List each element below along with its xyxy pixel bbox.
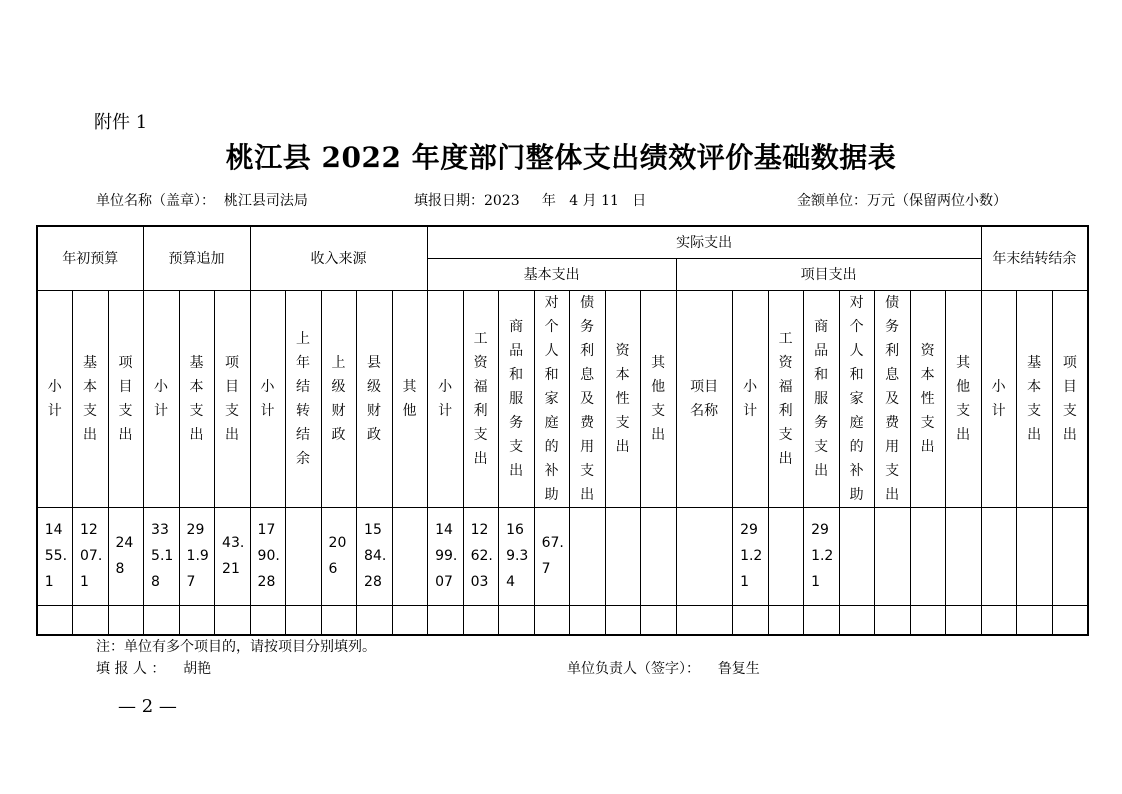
- table-cell: [285, 507, 321, 605]
- column-header: 小计: [37, 290, 72, 507]
- table-cell: 335.18: [143, 507, 179, 605]
- column-header: 项目名称: [676, 290, 732, 507]
- table-cell: 1262.03: [463, 507, 498, 605]
- table-cell: 291.21: [732, 507, 768, 605]
- column-header: 其他: [392, 290, 427, 507]
- table-cell: [803, 605, 839, 635]
- unit-leader: [567, 658, 760, 678]
- table-cell: [945, 605, 981, 635]
- table-cell: [569, 507, 605, 605]
- table-cell: [37, 605, 72, 635]
- table-row: [37, 507, 1088, 605]
- unit-name-label: 单位名称（盖章）：: [96, 193, 215, 209]
- group-project-expense: 项目支出: [676, 258, 981, 290]
- table-cell: 1455.1: [37, 507, 72, 605]
- table-cell: [874, 507, 910, 605]
- fill-date-label: 填报日期：: [414, 193, 484, 209]
- table-cell: [356, 605, 392, 635]
- fill-date-month: 4: [569, 193, 579, 209]
- filler-label: 填 报 人 ：: [96, 661, 166, 677]
- table-cell: 206: [321, 507, 356, 605]
- column-header: 小计: [143, 290, 179, 507]
- column-header: 项目支出: [214, 290, 250, 507]
- table-cell: [1016, 507, 1052, 605]
- table-cell: 1499.07: [427, 507, 463, 605]
- column-header: 其他支出: [640, 290, 676, 507]
- column-header: 小计: [427, 290, 463, 507]
- fill-date-month-unit: 月: [582, 193, 597, 209]
- column-header: 资本性支出: [910, 290, 945, 507]
- group-year-end: 年末结转结余: [981, 226, 1088, 290]
- table-cell: [981, 507, 1016, 605]
- table-note: 注：单位有多个项目的，请按项目分别填列。: [96, 639, 376, 655]
- attachment-label: 附件 1: [94, 112, 148, 133]
- fill-date-day: 11: [601, 193, 619, 209]
- table-cell: [250, 605, 285, 635]
- column-header: 上年结转结余: [285, 290, 321, 507]
- column-header: 项目支出: [1052, 290, 1088, 507]
- column-header: 县级财政: [356, 290, 392, 507]
- table-cell: 43.21: [214, 507, 250, 605]
- unit-name-value: 桃江县司法局: [223, 193, 308, 209]
- table-cell: [72, 605, 108, 635]
- table-cell: [676, 507, 732, 605]
- table-cell: [910, 605, 945, 635]
- column-header: 工资福利支出: [768, 290, 803, 507]
- table-cell: [732, 605, 768, 635]
- page-number: — 2 —: [118, 696, 177, 717]
- table-cell: [768, 507, 803, 605]
- table-cell: [427, 605, 463, 635]
- table-cell: 169.34: [498, 507, 534, 605]
- leader-label: 单位负责人（签字）：: [567, 661, 700, 677]
- leader-name: 鲁复生: [717, 661, 760, 677]
- group-income-source: 收入来源: [250, 226, 427, 290]
- table-cell: 248: [108, 507, 143, 605]
- table-cell: [498, 605, 534, 635]
- column-header: 小计: [981, 290, 1016, 507]
- table-cell: [143, 605, 179, 635]
- table-cell: [285, 605, 321, 635]
- column-header: 对个人和家庭的补助: [839, 290, 874, 507]
- table-cell: [981, 605, 1016, 635]
- table-cell: [910, 507, 945, 605]
- table-cell: 1207.1: [72, 507, 108, 605]
- column-header: 工资福利支出: [463, 290, 498, 507]
- column-header: 债务利息及费用支出: [569, 290, 605, 507]
- column-header: 对个人和家庭的补助: [534, 290, 569, 507]
- table-cell: 291.21: [803, 507, 839, 605]
- filler-name: 胡艳: [183, 661, 212, 677]
- table-cell: [321, 605, 356, 635]
- table-cell: 67.7: [534, 507, 569, 605]
- fill-date: [414, 190, 646, 210]
- column-header: 小计: [732, 290, 768, 507]
- table-cell: [392, 605, 427, 635]
- table-cell: [569, 605, 605, 635]
- table-cell: [108, 605, 143, 635]
- column-header: 上级财政: [321, 290, 356, 507]
- column-header: 基本支出: [72, 290, 108, 507]
- amount-unit: 金额单位：万元（保留两位小数）: [797, 193, 1007, 209]
- table-cell: [768, 605, 803, 635]
- table-cell: [676, 605, 732, 635]
- table-cell: [605, 605, 640, 635]
- column-header: 小计: [250, 290, 285, 507]
- table-cell: [534, 605, 569, 635]
- group-budget-add: 预算追加: [143, 226, 250, 290]
- fill-date-year: 2023: [484, 193, 520, 209]
- column-header: 资本性支出: [605, 290, 640, 507]
- table-cell: [1016, 605, 1052, 635]
- table-cell: [463, 605, 498, 635]
- table-row: [37, 605, 1088, 635]
- table-cell: [640, 605, 676, 635]
- table-cell: [1052, 507, 1088, 605]
- column-header: 其他支出: [945, 290, 981, 507]
- column-header: 商品和服务支出: [498, 290, 534, 507]
- table-cell: 291.97: [179, 507, 214, 605]
- fill-date-year-unit: 年: [541, 193, 556, 209]
- page-title: 桃江县 2022 年度部门整体支出绩效评价基础数据表: [225, 141, 897, 174]
- table-cell: [392, 507, 427, 605]
- filler: [96, 658, 211, 678]
- table-cell: 1584.28: [356, 507, 392, 605]
- table-cell: [179, 605, 214, 635]
- table-cell: 1790.28: [250, 507, 285, 605]
- table-cell: [839, 507, 874, 605]
- table-cell: [214, 605, 250, 635]
- column-header: 债务利息及费用支出: [874, 290, 910, 507]
- table-cell: [640, 507, 676, 605]
- group-basic-expense: 基本支出: [427, 258, 676, 290]
- group-actual-expense: 实际支出: [427, 226, 981, 258]
- table-cell: [945, 507, 981, 605]
- column-header: 商品和服务支出: [803, 290, 839, 507]
- fill-date-day-unit: 日: [632, 193, 647, 209]
- table-cell: [605, 507, 640, 605]
- performance-data-table: [36, 225, 1089, 636]
- table-cell: [1052, 605, 1088, 635]
- table-cell: [874, 605, 910, 635]
- column-header: 基本支出: [1016, 290, 1052, 507]
- column-header: 基本支出: [179, 290, 214, 507]
- table-cell: [839, 605, 874, 635]
- unit-name: [96, 190, 308, 210]
- column-header: 项目支出: [108, 290, 143, 507]
- group-initial-budget: 年初预算: [37, 226, 143, 290]
- column-header-row: [37, 290, 1088, 507]
